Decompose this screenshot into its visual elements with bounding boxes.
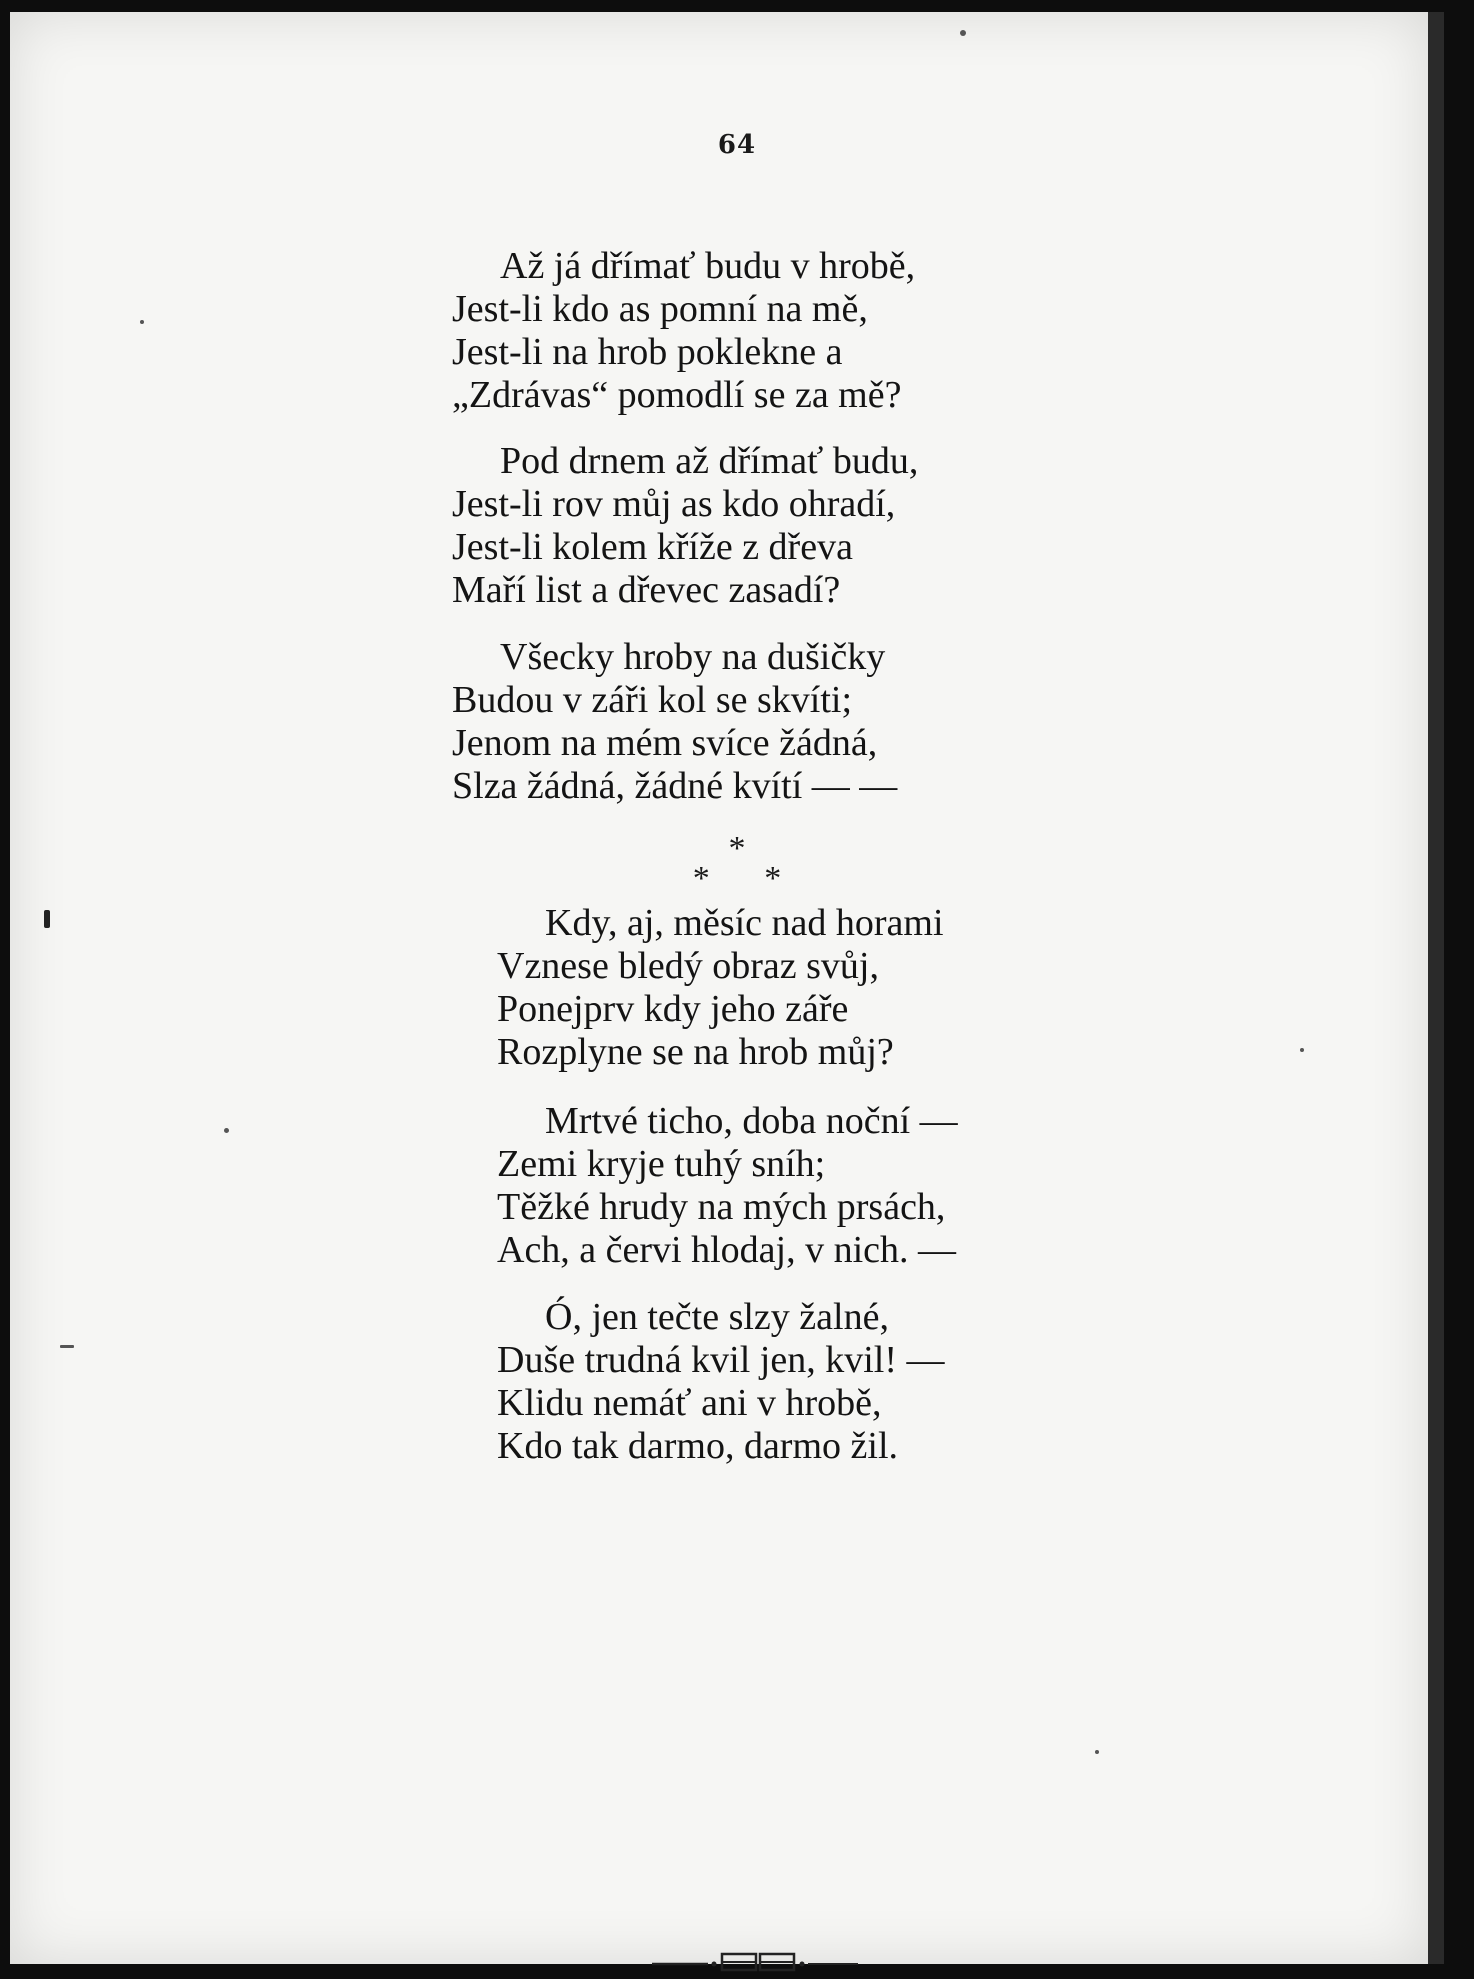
scan-speck: [60, 1345, 74, 1348]
stanza-3: [452, 636, 897, 808]
verse-line: Maří list a dřevec zasadí?: [452, 569, 841, 611]
verse-line: Zemi kryje tuhý sníh;: [497, 1143, 826, 1185]
verse-line: Jenom na mém svíce žádná,: [452, 722, 878, 764]
scan-speck: [960, 30, 966, 36]
verse-line: Pod drnem až dřímať budu,: [500, 440, 919, 482]
verse-line: Budou v záři kol se skvíti;: [452, 679, 853, 721]
scan-speck: [224, 1128, 229, 1133]
verse-line: Mrtvé ticho, doba noční —: [545, 1100, 958, 1142]
verse-line: „Zdrávas“ pomodlí se za mě?: [452, 374, 902, 416]
asterism-top: *: [728, 830, 746, 867]
stanza-1: [452, 245, 915, 417]
stanza-5: [497, 1100, 958, 1272]
verse-line: Vznese bledý obraz svůj,: [497, 945, 879, 987]
scan-speck: [140, 320, 144, 324]
verse-line: Ponejprv kdy jeho záře: [497, 988, 849, 1030]
verse-line: Jest-li kolem kříže z dřeva: [452, 526, 853, 568]
page-edge-shadow: [1428, 12, 1444, 1964]
verse-line: Až já dřímať budu v hrobě,: [500, 245, 916, 287]
scan-speck: [44, 910, 50, 928]
scan-speck: [1095, 1750, 1099, 1754]
verse-line: Jest-li rov můj as kdo ohradí,: [452, 483, 896, 525]
stanza-4: [497, 902, 944, 1074]
verse-line: Kdo tak darmo, darmo žil.: [497, 1425, 899, 1467]
asterism-bottom: * *: [692, 860, 782, 897]
verse-line: Všecky hroby na dušičky: [500, 636, 886, 678]
verse-line: Rozplyne se na hrob můj?: [497, 1031, 894, 1073]
stanza-6: [497, 1296, 944, 1468]
verse-line: Kdy, aj, měsíc nad horami: [545, 902, 944, 944]
scan-speck: [1300, 1048, 1304, 1052]
verse-line: Slza žádná, žádné kvítí — —: [452, 765, 898, 807]
verse-line: Klidu nemáť ani v hrobě,: [497, 1382, 882, 1424]
verse-line: Těžké hrudy na mých prsách,: [497, 1186, 946, 1228]
page-number: 64: [717, 130, 757, 160]
verse-line: Jest-li na hrob poklekne a: [452, 331, 843, 373]
verse-line: Ó, jen tečte slzy žalné,: [545, 1296, 889, 1338]
ornament-divider-icon: [650, 1950, 860, 1976]
verse-line: Jest-li kdo as pomní na mě,: [452, 288, 868, 330]
verse-line: Ach, a červi hlodaj, v nich. —: [497, 1229, 957, 1271]
stanza-2: [452, 440, 918, 612]
verse-line: Duše trudná kvil jen, kvil! —: [497, 1339, 945, 1381]
